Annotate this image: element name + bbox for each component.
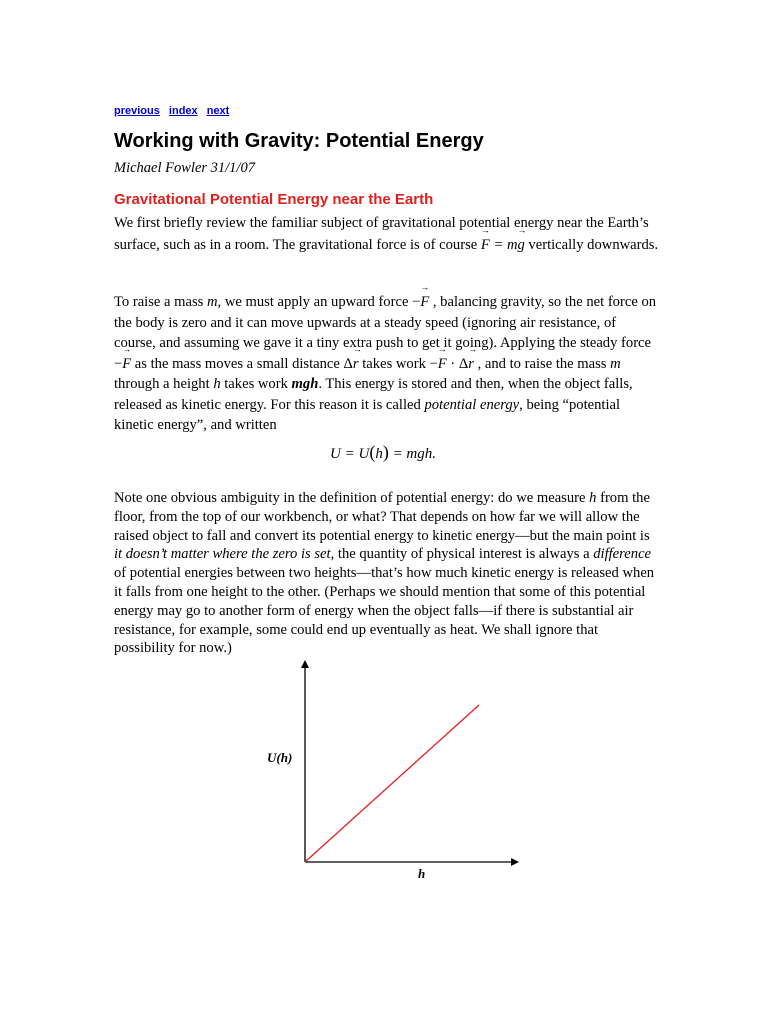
text: , we must apply an upward force (217, 294, 413, 310)
text: , being “potential kinetic energy”, and written (114, 396, 621, 433)
text: , the quantity of physical interest is always a (330, 546, 594, 563)
text: of potential energies between two heights—that’s how much kinetic energy is released when it falls from one height to the other. (Perhaps we should mention that some of this potential energy may go to another form of energy when the object falls—if there is substantial air resistance, for example, some could end up eventually as heat. We shall ignore that possibility for now.) (114, 565, 655, 657)
equation-potential-energy (330, 442, 436, 463)
author-line: Michael Fowler 31/1/07 (114, 160, 255, 176)
next-link[interactable]: next (206, 105, 230, 117)
index-link[interactable]: index (168, 105, 198, 117)
force-vector: → F (481, 235, 490, 257)
math-var: U (330, 446, 341, 462)
text: , and to raise the mass (473, 355, 611, 372)
math-paren: ) (382, 442, 389, 462)
text: takes work (220, 376, 292, 392)
math-op: − (114, 355, 123, 372)
text: takes work (358, 355, 430, 372)
math-op: − (429, 355, 438, 372)
paragraph-intro (114, 213, 659, 256)
math-var: U (358, 446, 370, 462)
r-vector: → r (353, 354, 359, 375)
math-op: Δ (458, 355, 469, 372)
text: from the floor, from the top of our workbench, or what? That depends on how far we will allow the raised object to fall and convert its potential energy to kinetic energy—but the main point is (114, 490, 650, 544)
math-var: m (610, 355, 621, 372)
emphasis: difference (593, 546, 652, 563)
y-axis-label: U(h) (267, 750, 293, 765)
page-title: Working with Gravity: Potential Energy (114, 130, 484, 152)
math-op: − (412, 294, 421, 310)
math-op: = (340, 446, 359, 462)
text: Note one obvious ambiguity in the definition of potential energy: do we measure (114, 490, 590, 506)
g-vector: → g (517, 235, 524, 257)
math-var: h (589, 490, 597, 506)
math-expr: = mgh. (388, 446, 437, 462)
x-axis-label: h (418, 866, 426, 881)
math-expr: mgh (291, 376, 319, 392)
emphasis: it doesn’t matter where the zero is set (114, 546, 331, 563)
force-vector: → F (438, 354, 447, 375)
force-vector: → F (420, 292, 429, 313)
emphasis: potential energy (424, 396, 520, 413)
math-op: Δ (343, 355, 353, 372)
previous-link[interactable]: previous (114, 105, 160, 117)
nav-links (114, 105, 235, 117)
text: We first briefly review the familiar subject of gravitational potential energy near the Earth’s surface, such as in a room. The gravitational force is of course (114, 215, 649, 253)
energy-line (305, 705, 479, 862)
force-vector: → F (122, 354, 131, 375)
section-heading: Gravitational Potential Energy near the Earth (114, 191, 434, 208)
math-op: · (446, 355, 459, 372)
paragraph-ambiguity (114, 489, 659, 658)
r-vector: → r (468, 354, 474, 375)
potential-energy-graph (250, 650, 530, 890)
text: as the mass moves a small distance (131, 355, 344, 372)
text: , balancing gravity, so the net force on the body is zero and it can move upwards at a steady speed (ignoring air resistance, of course, and assuming we gave it a tiny extra push to get it going). Applying the steady force (114, 294, 657, 351)
text: through a height (114, 376, 214, 392)
text: vertically downwards. (524, 236, 659, 253)
math-var: h (375, 446, 383, 462)
math-var: h (213, 376, 221, 392)
math-paren: ( (369, 442, 376, 462)
text: = m (489, 236, 518, 253)
math-var: m (207, 294, 218, 310)
text: . This energy is stored and then, when the object falls, released as kinetic energy. For this reason it is called (114, 376, 633, 413)
text: To raise a mass (114, 294, 207, 310)
paragraph-work (114, 292, 659, 436)
